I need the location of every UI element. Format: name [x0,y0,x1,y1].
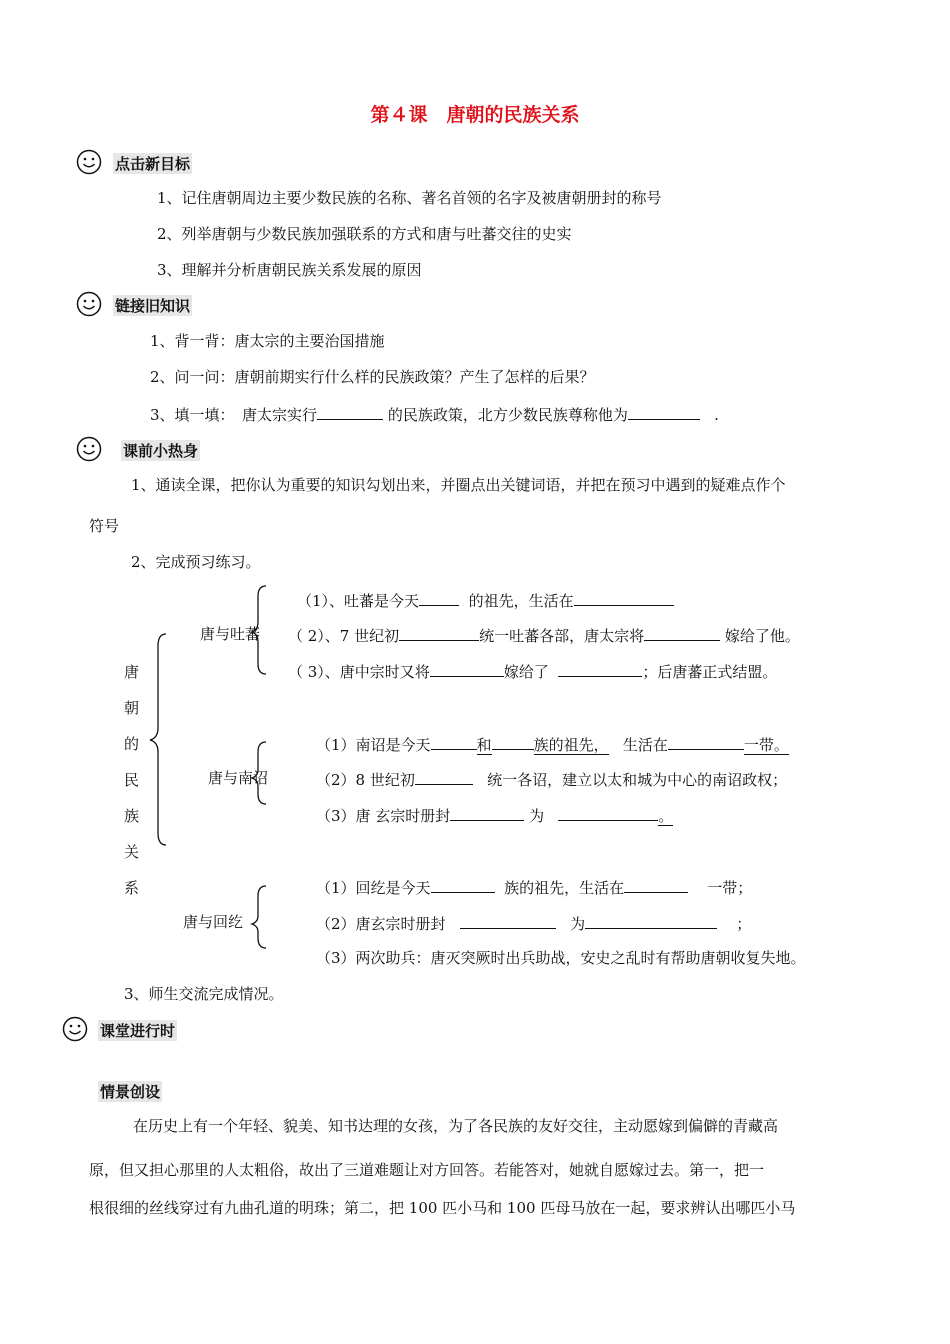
nanzhao-line-3 [316,804,673,826]
fill-blank[interactable] [585,912,717,929]
root-char: 朝 [124,699,140,717]
goal-item-3: 3、理解并分析唐朝民族关系发展的原因 [157,261,422,279]
nanzhao-line-2 [316,768,787,790]
root-char: 关 [124,843,140,861]
nanzhao-text: 统一各诏，建立以太和城为中心的南诏政权； [487,771,788,789]
tubo-text: 统一吐蕃各部，唐太宗将 [479,627,645,645]
warmup-item-1-cont: 符号 [89,517,120,535]
fill-blank[interactable] [558,660,642,677]
tubo-text: （1）、吐蕃是今天 [297,592,420,610]
tubo-text: 嫁给了 [503,663,549,681]
fill-blank[interactable] [574,589,674,606]
fill-blank[interactable] [450,804,524,821]
tubo-text: （ 2）、7 世纪初 [288,627,400,645]
nanzhao-line-1 [316,733,789,755]
smiley-icon [62,1016,88,1042]
scenario-line-2: 原，但又担心那里的人太粗俗，故出了三道难题让对方回答。若能答对，她就自愿嫁过去。第一，把一 [89,1161,765,1179]
nanzhao-text: 一带。 [743,736,789,754]
scenario-line-3: 根很细的丝线穿过有九曲孔道的明珠；第二，把 100 匹小马和 100 匹母马放在一起，要求辨认出哪匹小马 [89,1199,796,1217]
root-char: 民 [124,771,140,789]
fill-blank[interactable] [419,589,459,606]
huihe-line-2 [316,912,751,934]
fill-blank[interactable] [644,624,720,641]
huihe-text: （1）回纥是今天 [316,879,431,897]
huihe-text: 为 [570,915,586,933]
page-title: 第４课 唐朝的民族关系 [370,104,580,126]
goal-item-2: 2、列举唐朝与少数民族加强联系的方式和唐与吐蕃交往的史实 [157,225,572,243]
branch-label-tubo: 唐与吐蕃 [200,625,261,643]
section-heading-goals: 点击新目标 [115,155,191,173]
review-item-3-text-a: 3、填一填： 唐太宗实行 [150,406,318,424]
branch-label-huihe: 唐与回纥 [183,913,244,931]
fill-blank[interactable] [668,733,744,750]
nanzhao-text: （2）8 世纪初 [316,771,415,789]
section-heading-warmup: 课前小热身 [123,442,199,460]
tubo-text: （ 3）、唐中宗时又将 [288,663,430,681]
huihe-line-1 [316,876,752,898]
tubo-text: 的祖先，生活在 [468,592,574,610]
huihe-text: ； [736,915,752,933]
fill-blank[interactable] [460,912,556,929]
huihe-text: 一带； [707,879,753,897]
review-item-3-text-c: . [714,406,719,424]
nanzhao-text: 生活在 [622,736,668,754]
fill-blank[interactable] [399,624,479,641]
tubo-text: ；后唐蕃正式结盟。 [642,663,778,681]
review-item-1: 1、背一背：唐太宗的主要治国措施 [150,332,385,350]
nanzhao-text: 族的祖先， [533,736,609,754]
fill-blank[interactable] [415,768,473,785]
section-heading-class: 课堂进行时 [100,1022,176,1040]
root-char: 的 [124,735,140,753]
root-char: 唐 [124,663,140,681]
nanzhao-text: 和 [476,736,492,754]
fill-blank[interactable] [492,733,534,750]
review-item-3-text-b: 的民族政策，北方少数民族尊称他为 [387,406,628,424]
root-char: 系 [124,879,140,897]
nanzhao-text: （1）南诏是今天 [316,736,431,754]
fill-blank[interactable] [624,876,688,893]
fill-blank[interactable] [431,876,495,893]
scenario-line-1: 在历史上有一个年轻、貌美、知书达理的女孩，为了各民族的友好交往，主动愿嫁到偏僻的青藏高 [133,1117,779,1135]
warmup-item-2: 2、完成预习练习。 [131,553,261,571]
fill-blank[interactable] [558,804,658,821]
subheading-scenario: 情景创设 [100,1083,161,1101]
root-char: 族 [124,807,140,825]
goal-item-1: 1、记住唐朝周边主要少数民族的名称、著名首领的名字及被唐朝册封的称号 [157,189,662,207]
fill-blank[interactable] [430,660,504,677]
nanzhao-text: 。 [658,807,674,825]
warmup-item-3: 3、师生交流完成情况。 [124,985,284,1003]
nanzhao-text: （3）唐 玄宗时册封 [316,807,451,825]
tubo-line-3 [288,660,777,682]
tubo-text: 嫁给了他。 [724,627,800,645]
fill-blank[interactable] [431,733,477,750]
branch-label-nanzhao: 唐与南诏 [208,769,269,787]
section-heading-review: 链接旧知识 [115,297,191,315]
huihe-text: 族的祖先，生活在 [504,879,625,897]
tubo-line-2 [288,624,800,646]
warmup-item-1: 1、通读全课，把你认为重要的知识勾划出来，并圈点出关键词语，并把在预习中遇到的疑难点作个 [131,476,786,494]
review-item-2: 2、问一问：唐朝前期实行什么样的民族政策？产生了怎样的后果？ [150,368,595,386]
huihe-text: （2）唐玄宗时册封 [316,915,446,933]
nanzhao-text: 为 [529,807,545,825]
tubo-line-1 [297,589,674,611]
huihe-line-3: （3）两次助兵：唐灭突厥时出兵助战，安史之乱时有帮助唐朝收复失地。 [316,949,806,967]
